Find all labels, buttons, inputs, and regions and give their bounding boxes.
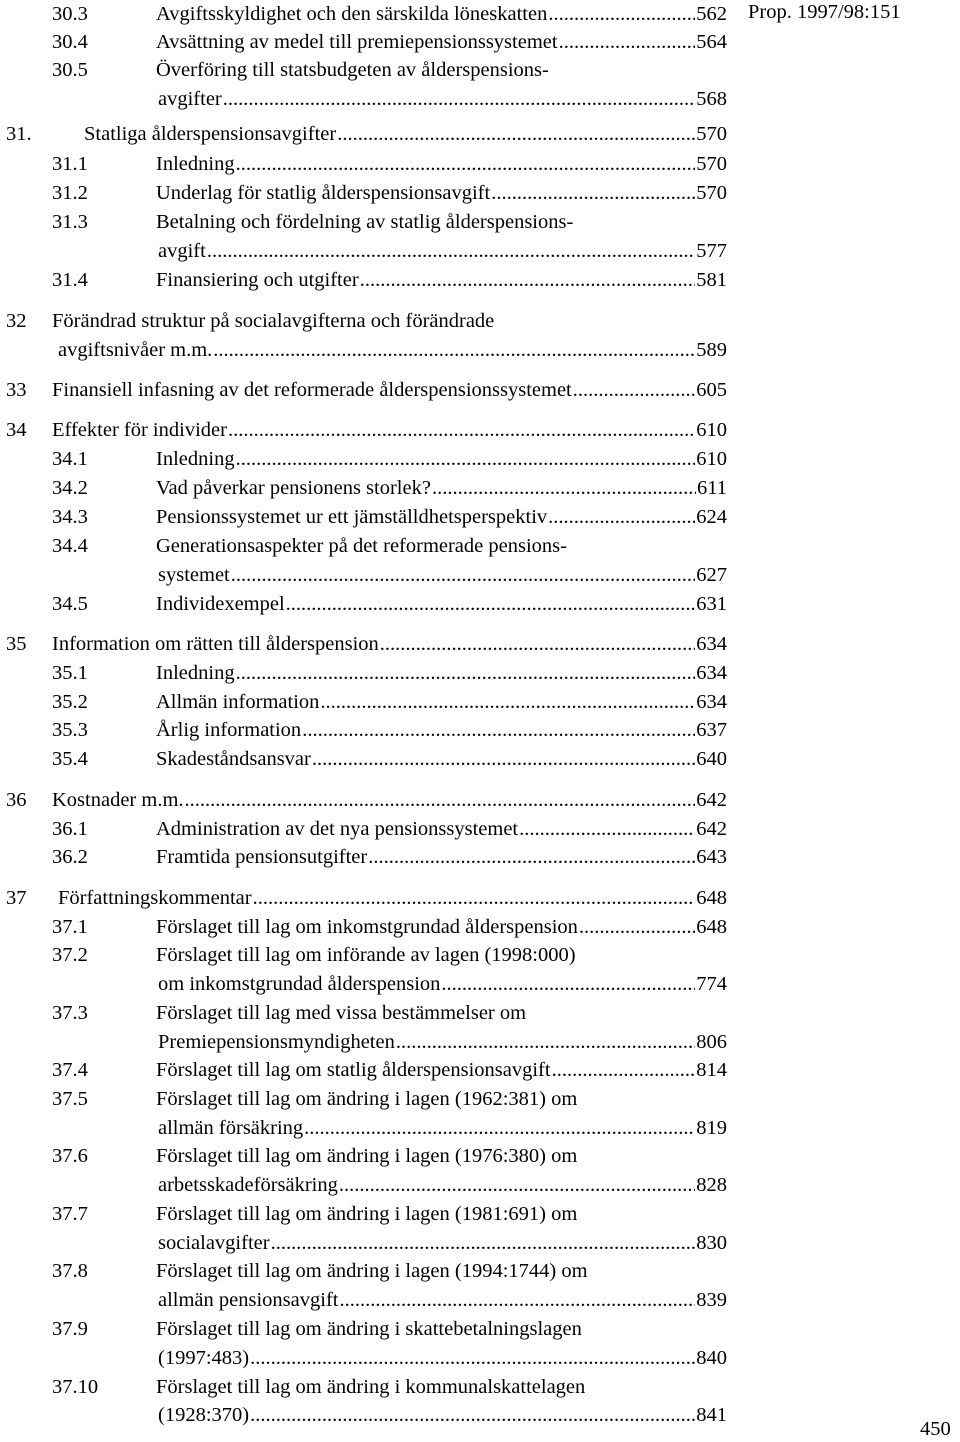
toc-entry-number: 31.2 <box>52 182 88 204</box>
toc-entry-title: Förslaget till lag om ändring i lagen (1962:381) om <box>156 1088 578 1110</box>
toc-entry-title: Individexempel <box>156 593 285 615</box>
toc-entry-number: 37.8 <box>52 1260 88 1282</box>
toc-dot-leader <box>228 416 695 444</box>
toc-entry-number: 30.4 <box>52 31 88 53</box>
toc-entry-page: 640 <box>696 748 727 770</box>
toc-entry <box>0 1257 960 1285</box>
toc-entry-page: 610 <box>696 448 727 470</box>
toc-dot-leader <box>548 0 695 28</box>
toc-dot-leader <box>360 266 696 294</box>
toc-entry-page: 624 <box>696 506 727 528</box>
document-header: Prop. 1997/98:151 <box>748 1 901 23</box>
toc-entry-page: 589 <box>696 339 727 361</box>
toc-entry-number: 37 <box>6 887 27 909</box>
toc-entry <box>0 659 960 687</box>
toc-entry <box>0 941 960 969</box>
toc-entry-number: 30.5 <box>52 59 88 81</box>
toc-entry-number: 34 <box>6 419 27 441</box>
toc-dot-leader <box>368 843 695 871</box>
toc-entry-number: 37.7 <box>52 1203 88 1225</box>
toc-entry-title: Inledning <box>156 153 235 175</box>
toc-entry-number: 34.5 <box>52 593 88 615</box>
toc-dot-leader <box>250 1401 695 1429</box>
toc-entry <box>0 120 960 148</box>
toc-dot-leader <box>312 745 695 773</box>
toc-entry-title: Betalning och fördelning av statlig ålderspensions- <box>156 211 574 233</box>
toc-entry-page: 634 <box>696 662 727 684</box>
toc-dot-leader <box>396 1028 695 1056</box>
toc-entry-page: 637 <box>696 719 727 741</box>
toc-entry-number: 34.1 <box>52 448 88 470</box>
toc-dot-leader <box>236 445 696 473</box>
toc-entry <box>0 1028 960 1056</box>
toc-entry-number: 37.1 <box>52 916 88 938</box>
toc-dot-leader <box>441 970 695 998</box>
toc-dot-leader <box>573 376 695 404</box>
toc-dot-leader <box>253 884 696 912</box>
toc-entry-page: 570 <box>696 153 727 175</box>
toc-entry-title: Förslaget till lag om statlig ålderspensionsavgift <box>156 1059 551 1081</box>
toc-dot-leader <box>339 1286 695 1314</box>
toc-entry-title: Förslaget till lag om införande av lagen (1998:000) <box>156 944 576 966</box>
toc-entry-title: Finansiering och utgifter <box>156 269 359 291</box>
toc-entry-number: 35.4 <box>52 748 88 770</box>
toc-entry <box>0 999 960 1027</box>
toc-entry <box>0 1286 960 1314</box>
toc-entry <box>0 28 960 56</box>
toc-entry <box>0 85 960 113</box>
toc-entry-title: Framtida pensionsutgifter <box>156 846 368 868</box>
toc-entry-number: 35.3 <box>52 719 88 741</box>
toc-entry-title: Förslaget till lag om ändring i lagen (1976:380) om <box>156 1145 578 1167</box>
toc-entry-number: 37.2 <box>52 944 88 966</box>
toc-entry-page: 774 <box>696 973 727 995</box>
toc-entry-page: 627 <box>696 564 727 586</box>
toc-dot-leader <box>579 913 695 941</box>
toc-entry <box>0 630 960 658</box>
toc-entry-title: avgiftsnivåer m.m. <box>58 339 213 361</box>
toc-entry-title: Författningskommentar <box>58 887 252 909</box>
toc-entry-title: Underlag för statlig ålderspensionsavgift <box>156 182 491 204</box>
toc-entry <box>0 590 960 618</box>
toc-entry-page: 840 <box>696 1347 727 1369</box>
toc-entry <box>0 179 960 207</box>
toc-dot-leader <box>271 1229 696 1257</box>
toc-entry-page: 642 <box>696 818 727 840</box>
toc-entry-title: Förslaget till lag med vissa bestämmelser om <box>156 1002 527 1024</box>
toc-entry-page: 648 <box>696 916 727 938</box>
toc-dot-leader <box>236 150 696 178</box>
toc-entry <box>0 561 960 589</box>
toc-entry <box>0 815 960 843</box>
toc-entry-title: (1997:483) <box>158 1347 250 1369</box>
toc-entry-page: 611 <box>697 477 727 499</box>
toc-entry-number: 36 <box>6 789 27 811</box>
toc-entry-title: om inkomstgrundad ålderspension <box>158 973 441 995</box>
toc-entry-title: Förändrad struktur på socialavgifterna och förändrade <box>52 310 495 332</box>
toc-entry-page: 830 <box>696 1232 727 1254</box>
toc-entry-page: 564 <box>696 31 727 53</box>
toc-entry <box>0 688 960 716</box>
toc-entry-number: 32 <box>6 310 27 332</box>
toc-entry-number: 30.3 <box>52 3 88 25</box>
toc-entry-title: avgifter <box>158 88 222 110</box>
toc-entry-number: 35.2 <box>52 691 88 713</box>
toc-entry <box>0 237 960 265</box>
toc-entry-title: Generationsaspekter på det reformerade pensions- <box>156 535 567 557</box>
toc-entry <box>0 913 960 941</box>
toc-entry <box>0 208 960 236</box>
toc-entry-page: 610 <box>696 419 727 441</box>
toc-dot-leader <box>213 336 695 364</box>
toc-entry-number: 35.1 <box>52 662 88 684</box>
toc-entry <box>0 150 960 178</box>
toc-entry <box>0 970 960 998</box>
toc-entry <box>0 336 960 364</box>
toc-entry-title: Förslaget till lag om ändring i lagen (1981:691) om <box>156 1203 578 1225</box>
toc-entry <box>0 745 960 773</box>
toc-entry <box>0 416 960 444</box>
toc-dot-leader <box>380 630 695 658</box>
toc-entry-number: 37.9 <box>52 1318 88 1340</box>
toc-entry-number: 37.10 <box>52 1376 99 1398</box>
toc-entry-title: systemet <box>158 564 230 586</box>
toc-entry-number: 34.3 <box>52 506 88 528</box>
toc-entry-number: 35 <box>6 633 27 655</box>
toc-entry <box>0 0 960 28</box>
toc-entry <box>0 307 960 335</box>
toc-entry-number: 37.3 <box>52 1002 88 1024</box>
toc-entry-title: Avgiftsskyldighet och den särskilda löneskatten <box>156 3 548 25</box>
toc-entry <box>0 1344 960 1372</box>
toc-dot-leader <box>185 786 696 814</box>
toc-entry <box>0 716 960 744</box>
toc-dot-leader <box>339 1171 695 1199</box>
toc-entry-page: 841 <box>696 1404 727 1426</box>
toc-entry-page: 570 <box>696 123 727 145</box>
toc-entry-title: (1928:370) <box>158 1404 250 1426</box>
toc-dot-leader <box>286 590 696 618</box>
toc-entry-title: Skadeståndsansvar <box>156 748 311 770</box>
toc-entry-page: 814 <box>696 1059 727 1081</box>
toc-entry <box>0 843 960 871</box>
toc-entry <box>0 1142 960 1170</box>
toc-entry <box>0 1085 960 1113</box>
toc-entry-page: 581 <box>696 269 727 291</box>
toc-dot-leader <box>250 1344 695 1372</box>
toc-entry-title: Avsättning av medel till premiepensionssystemet <box>156 31 558 53</box>
toc-dot-leader <box>320 688 695 716</box>
toc-entry-page: 806 <box>696 1031 727 1053</box>
toc-dot-leader <box>519 815 695 843</box>
toc-entry-page: 819 <box>696 1117 727 1139</box>
toc-dot-leader <box>304 1114 695 1142</box>
toc-entry <box>0 445 960 473</box>
toc-dot-leader <box>552 1056 696 1084</box>
toc-entry <box>0 532 960 560</box>
toc-entry-title: Årlig information <box>156 719 302 741</box>
toc-entry-title: socialavgifter <box>158 1232 270 1254</box>
toc-entry-number: 31.4 <box>52 269 88 291</box>
toc-entry-title: Förslaget till lag om inkomstgrundad ålderspension <box>156 916 578 938</box>
toc-entry-title: Pensionssystemet ur ett jämställdhetsperspektiv <box>156 506 548 528</box>
toc-entry <box>0 1114 960 1142</box>
toc-entry-page: 631 <box>696 593 727 615</box>
toc-entry-number: 31.3 <box>52 211 88 233</box>
toc-entry <box>0 1373 960 1401</box>
toc-entry <box>0 1200 960 1228</box>
toc-entry-page: 634 <box>696 691 727 713</box>
toc-entry-title: Statliga ålderspensionsavgifter <box>84 123 337 145</box>
toc-entry-page: 605 <box>696 379 727 401</box>
toc-entry <box>0 1171 960 1199</box>
toc-entry-title: Inledning <box>156 448 235 470</box>
toc-entry <box>0 1315 960 1343</box>
toc-dot-leader <box>302 716 695 744</box>
toc-entry-title: arbetsskadeförsäkring <box>158 1174 338 1196</box>
toc-entry-title: Premiepensionsmyndigheten <box>158 1031 395 1053</box>
toc-dot-leader <box>432 474 696 502</box>
toc-entry-number: 31. <box>6 123 32 145</box>
toc-entry <box>0 1401 960 1429</box>
toc-entry <box>0 1229 960 1257</box>
toc-entry <box>0 1056 960 1084</box>
toc-entry-page: 577 <box>696 240 727 262</box>
toc-entry-number: 34.2 <box>52 477 88 499</box>
toc-entry-title: Förslaget till lag om ändring i skattebetalningslagen <box>156 1318 582 1340</box>
toc-entry-page: 642 <box>696 789 727 811</box>
toc-entry <box>0 786 960 814</box>
toc-entry <box>0 503 960 531</box>
toc-entry-title: allmän försäkring <box>158 1117 304 1139</box>
toc-dot-leader <box>236 659 696 687</box>
toc-entry-title: avgift <box>158 240 206 262</box>
toc-entry-title: Allmän information <box>156 691 320 713</box>
toc-entry-page: 839 <box>696 1289 727 1311</box>
toc-entry-number: 37.4 <box>52 1059 88 1081</box>
toc-entry-number: 34.4 <box>52 535 88 557</box>
toc-entry-title: Inledning <box>156 662 235 684</box>
toc-entry-title: Förslaget till lag om ändring i lagen (1994:1744) om <box>156 1260 588 1282</box>
toc-entry-page: 643 <box>696 846 727 868</box>
toc-entry <box>0 266 960 294</box>
toc-entry-page: 648 <box>696 887 727 909</box>
toc-entry-page: 562 <box>696 3 727 25</box>
toc-dot-leader <box>231 561 696 589</box>
toc-dot-leader <box>223 85 696 113</box>
toc-entry-page: 828 <box>696 1174 727 1196</box>
toc-entry-title: Finansiell infasning av det reformerade ålderspensionssystemet <box>52 379 572 401</box>
toc-entry-page: 568 <box>696 88 727 110</box>
toc-dot-leader <box>337 120 695 148</box>
toc-entry-title: Vad påverkar pensionens storlek? <box>156 477 431 499</box>
toc-dot-leader <box>207 237 695 265</box>
page-number: 450 <box>920 1418 951 1440</box>
toc-entry-number: 37.5 <box>52 1088 88 1110</box>
toc-dot-leader <box>548 503 695 531</box>
toc-entry-page: 570 <box>696 182 727 204</box>
toc-entry-title: allmän pensionsavgift <box>158 1289 339 1311</box>
toc-entry-number: 33 <box>6 379 27 401</box>
toc-entry-title: Kostnader m.m. <box>52 789 184 811</box>
toc-entry-number: 36.1 <box>52 818 88 840</box>
toc-entry <box>0 474 960 502</box>
toc-entry-title: Överföring till statsbudgeten av ålderspensions- <box>156 59 549 81</box>
toc-entry-title: Administration av det nya pensionssystemet <box>156 818 519 840</box>
toc-entry-number: 31.1 <box>52 153 88 175</box>
toc-entry <box>0 376 960 404</box>
toc-entry <box>0 884 960 912</box>
toc-entry-title: Förslaget till lag om ändring i kommunalskattelagen <box>156 1376 586 1398</box>
toc-entry-title: Information om rätten till ålderspension <box>52 633 379 655</box>
toc-entry <box>0 56 960 84</box>
toc-entry-page: 634 <box>696 633 727 655</box>
toc-entry-number: 37.6 <box>52 1145 88 1167</box>
toc-dot-leader <box>559 28 696 56</box>
toc-entry-title: Effekter för individer <box>52 419 227 441</box>
toc-dot-leader <box>491 179 695 207</box>
toc-entry-number: 36.2 <box>52 846 88 868</box>
